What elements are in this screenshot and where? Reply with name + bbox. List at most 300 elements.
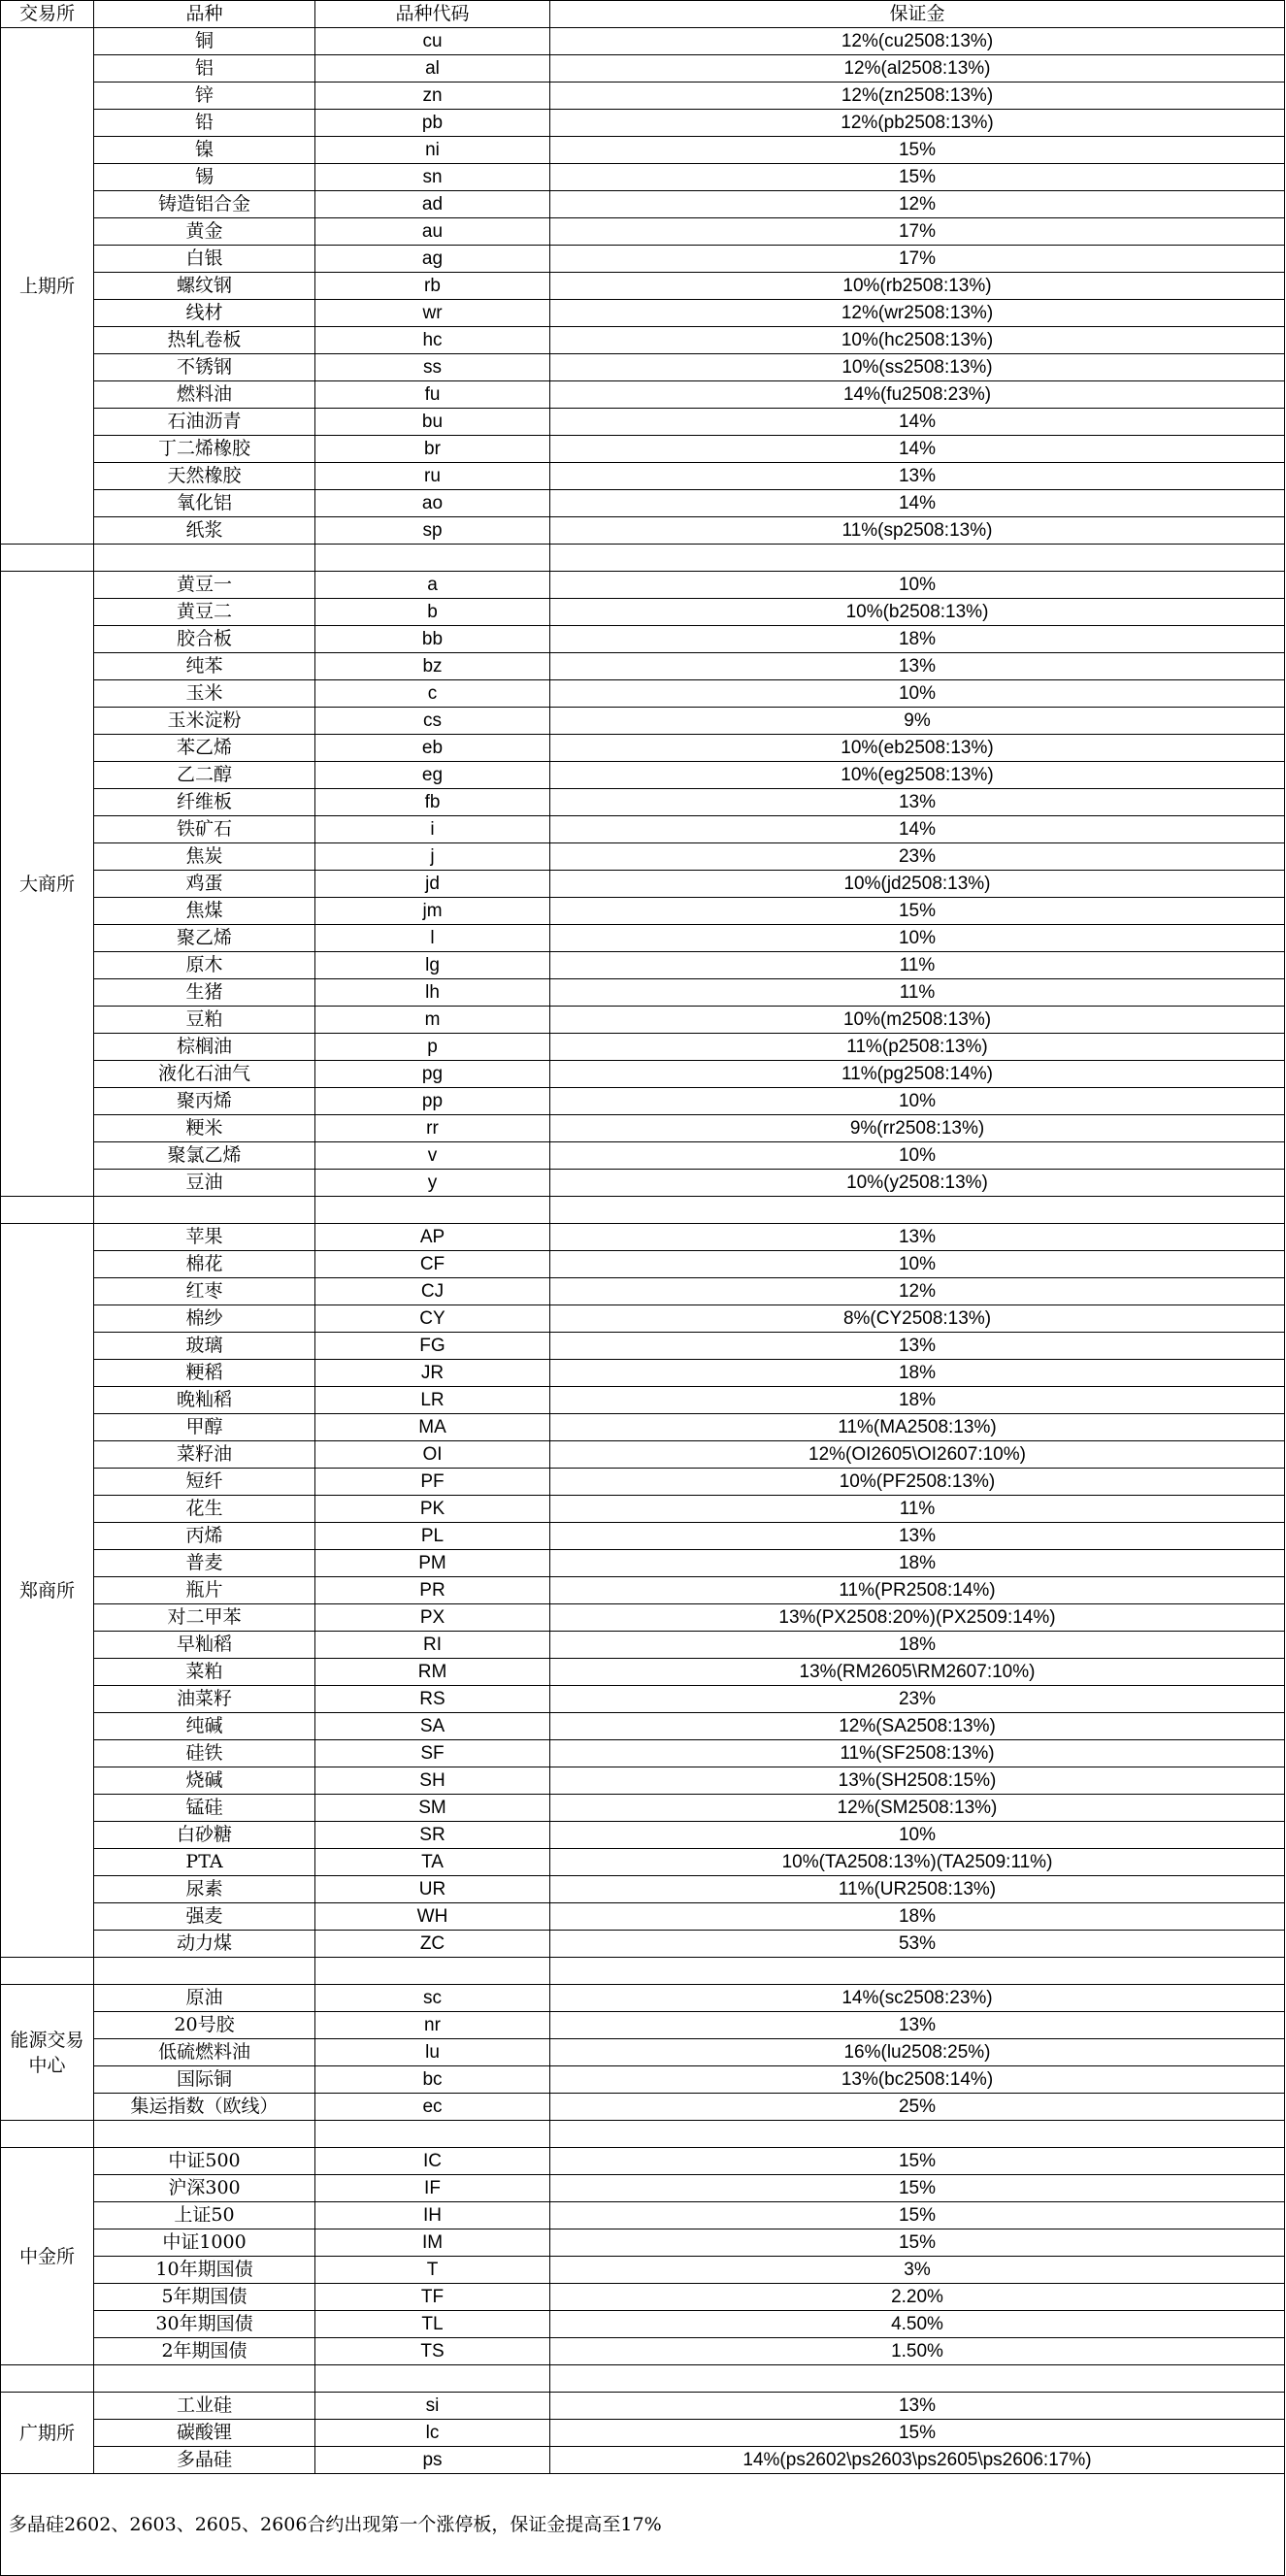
product-name-cell: 热轧卷板	[94, 327, 315, 354]
product-name-cell: 黄金	[94, 218, 315, 246]
product-margin-cell: 12%	[550, 191, 1285, 218]
product-margin-cell: 10%(m2508:13%)	[550, 1007, 1285, 1034]
product-margin-cell: 8%(CY2508:13%)	[550, 1305, 1285, 1333]
product-code-cell: fb	[315, 789, 550, 816]
table-row	[1, 1713, 1285, 1740]
table-row	[1, 1251, 1285, 1278]
product-code-cell: ni	[315, 137, 550, 164]
product-name-cell: 铅	[94, 110, 315, 137]
header-row	[1, 1, 1285, 28]
empty-cell	[94, 2365, 315, 2393]
product-name-cell: 聚乙烯	[94, 925, 315, 952]
table-row	[1, 110, 1285, 137]
product-code-cell: bz	[315, 653, 550, 680]
product-margin-cell: 15%	[550, 2175, 1285, 2202]
empty-cell	[550, 2365, 1285, 2393]
product-margin-cell: 16%(lu2508:25%)	[550, 2039, 1285, 2066]
table-row	[1, 1604, 1285, 1632]
table-row	[1, 1550, 1285, 1577]
product-margin-cell: 15%	[550, 2420, 1285, 2447]
table-row	[1, 1577, 1285, 1604]
product-name-cell: 天然橡胶	[94, 463, 315, 490]
product-code-cell: br	[315, 436, 550, 463]
product-margin-cell: 13%	[550, 1523, 1285, 1550]
product-name-cell: 白银	[94, 246, 315, 273]
product-name-cell: 液化石油气	[94, 1061, 315, 1088]
exchange-cell: 广期所	[1, 2393, 94, 2474]
table-row	[1, 708, 1285, 735]
product-margin-cell: 10%	[550, 1088, 1285, 1115]
product-margin-cell: 10%(hc2508:13%)	[550, 327, 1285, 354]
product-code-cell: PL	[315, 1523, 550, 1550]
empty-cell	[94, 1197, 315, 1224]
product-name-cell: 沪深300	[94, 2175, 315, 2202]
table-row	[1, 2066, 1285, 2094]
product-code-cell: lu	[315, 2039, 550, 2066]
product-margin-cell: 12%(SA2508:13%)	[550, 1713, 1285, 1740]
table-row	[1, 273, 1285, 300]
product-margin-cell: 13%(PX2508:20%)(PX2509:14%)	[550, 1604, 1285, 1632]
product-code-cell: lc	[315, 2420, 550, 2447]
table-row	[1, 1795, 1285, 1822]
product-code-cell: rr	[315, 1115, 550, 1142]
product-name-cell: 丁二烯橡胶	[94, 436, 315, 463]
table-row	[1, 1142, 1285, 1170]
product-margin-cell: 9%	[550, 708, 1285, 735]
header-margin: 保证金	[550, 1, 1285, 28]
product-code-cell: SM	[315, 1795, 550, 1822]
product-name-cell: 粳米	[94, 1115, 315, 1142]
product-code-cell: eg	[315, 762, 550, 789]
product-code-cell: JR	[315, 1360, 550, 1387]
table-row	[1, 898, 1285, 925]
product-code-cell: bb	[315, 626, 550, 653]
product-margin-cell: 14%	[550, 490, 1285, 517]
product-margin-cell: 10%(eg2508:13%)	[550, 762, 1285, 789]
table-row	[1, 490, 1285, 517]
product-name-cell: 2年期国债	[94, 2338, 315, 2365]
table-row	[1, 816, 1285, 843]
table-row	[1, 1822, 1285, 1849]
table-row	[1, 979, 1285, 1007]
product-code-cell: SR	[315, 1822, 550, 1849]
product-margin-cell: 11%	[550, 952, 1285, 979]
product-margin-cell: 13%	[550, 789, 1285, 816]
product-code-cell: ec	[315, 2094, 550, 2121]
product-margin-cell: 17%	[550, 246, 1285, 273]
product-margin-cell: 11%	[550, 1496, 1285, 1523]
product-name-cell: 中证1000	[94, 2229, 315, 2257]
product-code-cell: c	[315, 680, 550, 708]
product-code-cell: fu	[315, 381, 550, 409]
product-margin-cell: 12%	[550, 1278, 1285, 1305]
table-row	[1, 246, 1285, 273]
product-name-cell: 碳酸锂	[94, 2420, 315, 2447]
product-margin-cell: 12%(zn2508:13%)	[550, 83, 1285, 110]
product-name-cell: 纤维板	[94, 789, 315, 816]
table-row	[1, 137, 1285, 164]
product-margin-cell: 13%(bc2508:14%)	[550, 2066, 1285, 2094]
table-row	[1, 1170, 1285, 1197]
table-row	[1, 1931, 1285, 1958]
product-name-cell: 铁矿石	[94, 816, 315, 843]
table-row	[1, 1632, 1285, 1659]
product-margin-cell: 14%(sc2508:23%)	[550, 1985, 1285, 2012]
product-code-cell: PK	[315, 1496, 550, 1523]
product-margin-cell: 11%(SF2508:13%)	[550, 1740, 1285, 1767]
product-name-cell: 生猪	[94, 979, 315, 1007]
product-name-cell: 短纤	[94, 1469, 315, 1496]
product-name-cell: 锌	[94, 83, 315, 110]
product-margin-cell: 10%	[550, 680, 1285, 708]
product-name-cell: 苹果	[94, 1224, 315, 1251]
product-code-cell: CJ	[315, 1278, 550, 1305]
product-name-cell: 原油	[94, 1985, 315, 2012]
table-row	[1, 55, 1285, 83]
table-row	[1, 1441, 1285, 1469]
product-name-cell: 不锈钢	[94, 354, 315, 381]
product-code-cell: i	[315, 816, 550, 843]
product-name-cell: 丙烯	[94, 1523, 315, 1550]
empty-cell	[315, 1958, 550, 1985]
product-code-cell: CF	[315, 1251, 550, 1278]
product-name-cell: 铜	[94, 28, 315, 55]
table-row	[1, 680, 1285, 708]
product-margin-cell: 10%(ss2508:13%)	[550, 354, 1285, 381]
product-code-cell: sn	[315, 164, 550, 191]
product-code-cell: m	[315, 1007, 550, 1034]
product-name-cell: 硅铁	[94, 1740, 315, 1767]
product-margin-cell: 14%(fu2508:23%)	[550, 381, 1285, 409]
product-code-cell: LR	[315, 1387, 550, 1414]
product-margin-cell: 11%	[550, 979, 1285, 1007]
product-name-cell: 燃料油	[94, 381, 315, 409]
table-row	[1, 572, 1285, 599]
table-row	[1, 517, 1285, 545]
product-name-cell: 尿素	[94, 1876, 315, 1903]
product-code-cell: IH	[315, 2202, 550, 2229]
table-row	[1, 1278, 1285, 1305]
product-name-cell: 瓶片	[94, 1577, 315, 1604]
product-code-cell: cu	[315, 28, 550, 55]
separator-row	[1, 2365, 1285, 2393]
product-code-cell: T	[315, 2257, 550, 2284]
table-row	[1, 1305, 1285, 1333]
product-margin-cell: 17%	[550, 218, 1285, 246]
product-name-cell: 锰硅	[94, 1795, 315, 1822]
header-code: 品种代码	[315, 1, 550, 28]
table-row	[1, 164, 1285, 191]
table-row	[1, 1849, 1285, 1876]
product-margin-cell: 10%	[550, 572, 1285, 599]
table-row	[1, 925, 1285, 952]
table-row	[1, 2420, 1285, 2447]
product-name-cell: 纯苯	[94, 653, 315, 680]
product-code-cell: hc	[315, 327, 550, 354]
product-name-cell: 棕榈油	[94, 1034, 315, 1061]
product-margin-cell: 13%	[550, 1333, 1285, 1360]
product-margin-cell: 18%	[550, 1903, 1285, 1931]
product-name-cell: 纸浆	[94, 517, 315, 545]
empty-cell	[1, 1958, 94, 1985]
product-name-cell: 锡	[94, 164, 315, 191]
product-name-cell: 聚丙烯	[94, 1088, 315, 1115]
footnote-row	[1, 2474, 1285, 2576]
table-row	[1, 381, 1285, 409]
product-code-cell: pp	[315, 1088, 550, 1115]
product-name-cell: 豆油	[94, 1170, 315, 1197]
product-margin-cell: 10%	[550, 1251, 1285, 1278]
product-margin-cell: 10%(TA2508:13%)(TA2509:11%)	[550, 1849, 1285, 1876]
product-name-cell: 玻璃	[94, 1333, 315, 1360]
product-margin-cell: 14%	[550, 436, 1285, 463]
separator-row	[1, 545, 1285, 572]
product-code-cell: bc	[315, 2066, 550, 2094]
product-code-cell: SF	[315, 1740, 550, 1767]
empty-cell	[94, 545, 315, 572]
table-row	[1, 2284, 1285, 2311]
product-margin-cell: 14%(ps2602\ps2603\ps2605\ps2606:17%)	[550, 2447, 1285, 2474]
product-name-cell: 红枣	[94, 1278, 315, 1305]
product-code-cell: IC	[315, 2148, 550, 2175]
empty-cell	[94, 1958, 315, 1985]
product-name-cell: 螺纹钢	[94, 273, 315, 300]
product-code-cell: ag	[315, 246, 550, 273]
product-code-cell: ZC	[315, 1931, 550, 1958]
product-code-cell: jm	[315, 898, 550, 925]
product-margin-cell: 25%	[550, 2094, 1285, 2121]
table-row	[1, 952, 1285, 979]
product-name-cell: 普麦	[94, 1550, 315, 1577]
product-code-cell: CY	[315, 1305, 550, 1333]
table-row	[1, 191, 1285, 218]
table-row	[1, 2311, 1285, 2338]
table-row	[1, 1876, 1285, 1903]
product-code-cell: pg	[315, 1061, 550, 1088]
empty-cell	[1, 2365, 94, 2393]
product-name-cell: 低硫燃料油	[94, 2039, 315, 2066]
product-code-cell: IM	[315, 2229, 550, 2257]
product-code-cell: b	[315, 599, 550, 626]
product-code-cell: RM	[315, 1659, 550, 1686]
product-code-cell: FG	[315, 1333, 550, 1360]
product-code-cell: ru	[315, 463, 550, 490]
table-row	[1, 2094, 1285, 2121]
footnote: 多晶硅2602、2603、2605、2606合约出现第一个涨停板，保证金提高至17%	[1, 2474, 1285, 2576]
empty-cell	[315, 2121, 550, 2148]
product-code-cell: ao	[315, 490, 550, 517]
product-margin-cell: 18%	[550, 1360, 1285, 1387]
empty-cell	[550, 545, 1285, 572]
table-row	[1, 1496, 1285, 1523]
table-row	[1, 1740, 1285, 1767]
product-margin-cell: 2.20%	[550, 2284, 1285, 2311]
product-name-cell: 镍	[94, 137, 315, 164]
product-name-cell: 棉纱	[94, 1305, 315, 1333]
empty-cell	[315, 2365, 550, 2393]
product-name-cell: 胶合板	[94, 626, 315, 653]
product-code-cell: UR	[315, 1876, 550, 1903]
header-name: 品种	[94, 1, 315, 28]
product-margin-cell: 18%	[550, 1632, 1285, 1659]
product-name-cell: 原木	[94, 952, 315, 979]
product-margin-cell: 12%(SM2508:13%)	[550, 1795, 1285, 1822]
product-margin-cell: 13%(RM2605\RM2607:10%)	[550, 1659, 1285, 1686]
table-row	[1, 2257, 1285, 2284]
product-margin-cell: 14%	[550, 409, 1285, 436]
product-name-cell: 豆粕	[94, 1007, 315, 1034]
table-row	[1, 409, 1285, 436]
product-code-cell: j	[315, 843, 550, 871]
product-code-cell: SH	[315, 1767, 550, 1795]
product-margin-cell: 12%(pb2508:13%)	[550, 110, 1285, 137]
table-row	[1, 436, 1285, 463]
product-name-cell: 黄豆一	[94, 572, 315, 599]
table-row	[1, 1333, 1285, 1360]
product-margin-cell: 4.50%	[550, 2311, 1285, 2338]
product-name-cell: 上证50	[94, 2202, 315, 2229]
table-row	[1, 789, 1285, 816]
product-margin-cell: 18%	[550, 1550, 1285, 1577]
table-row	[1, 1523, 1285, 1550]
empty-cell	[1, 545, 94, 572]
product-code-cell: ad	[315, 191, 550, 218]
product-name-cell: 晚籼稻	[94, 1387, 315, 1414]
product-name-cell: 中证500	[94, 2148, 315, 2175]
product-code-cell: PM	[315, 1550, 550, 1577]
product-name-cell: 玉米	[94, 680, 315, 708]
product-name-cell: 石油沥青	[94, 409, 315, 436]
product-code-cell: eb	[315, 735, 550, 762]
exchange-cell: 郑商所	[1, 1224, 94, 1958]
product-margin-cell: 10%	[550, 925, 1285, 952]
product-name-cell: 焦煤	[94, 898, 315, 925]
product-margin-cell: 13%	[550, 653, 1285, 680]
product-code-cell: lg	[315, 952, 550, 979]
product-margin-cell: 23%	[550, 843, 1285, 871]
table-row	[1, 626, 1285, 653]
product-name-cell: 铝	[94, 55, 315, 83]
product-margin-cell: 13%	[550, 2393, 1285, 2420]
product-name-cell: 乙二醇	[94, 762, 315, 789]
product-code-cell: y	[315, 1170, 550, 1197]
empty-cell	[1, 1197, 94, 1224]
product-name-cell: 棉花	[94, 1251, 315, 1278]
product-code-cell: RS	[315, 1686, 550, 1713]
product-name-cell: 玉米淀粉	[94, 708, 315, 735]
table-row	[1, 1007, 1285, 1034]
product-name-cell: 线材	[94, 300, 315, 327]
table-row	[1, 2393, 1285, 2420]
product-margin-cell: 13%(SH2508:15%)	[550, 1767, 1285, 1795]
product-code-cell: TL	[315, 2311, 550, 2338]
table-row	[1, 1686, 1285, 1713]
product-margin-cell: 53%	[550, 1931, 1285, 1958]
product-name-cell: 10年期国债	[94, 2257, 315, 2284]
product-margin-cell: 11%(pg2508:14%)	[550, 1061, 1285, 1088]
table-row	[1, 1767, 1285, 1795]
product-margin-cell: 10%(b2508:13%)	[550, 599, 1285, 626]
product-name-cell: 白砂糖	[94, 1822, 315, 1849]
separator-row	[1, 2121, 1285, 2148]
product-margin-cell: 11%(PR2508:14%)	[550, 1577, 1285, 1604]
table-row	[1, 1224, 1285, 1251]
exchange-cell: 能源交易中心	[1, 1985, 94, 2121]
product-code-cell: PX	[315, 1604, 550, 1632]
header-exchange: 交易所	[1, 1, 94, 28]
product-margin-cell: 11%(MA2508:13%)	[550, 1414, 1285, 1441]
product-code-cell: lh	[315, 979, 550, 1007]
table-row	[1, 2338, 1285, 2365]
product-margin-cell: 10%(rb2508:13%)	[550, 273, 1285, 300]
empty-cell	[315, 1197, 550, 1224]
table-body	[1, 28, 1285, 2576]
product-margin-cell: 15%	[550, 2148, 1285, 2175]
empty-cell	[550, 1958, 1285, 1985]
table-row	[1, 2039, 1285, 2066]
product-code-cell: p	[315, 1034, 550, 1061]
product-margin-cell: 15%	[550, 2229, 1285, 2257]
product-margin-cell: 15%	[550, 2202, 1285, 2229]
table-row	[1, 28, 1285, 55]
product-code-cell: TS	[315, 2338, 550, 2365]
product-margin-cell: 10%(jd2508:13%)	[550, 871, 1285, 898]
product-name-cell: 集运指数（欧线）	[94, 2094, 315, 2121]
product-code-cell: ps	[315, 2447, 550, 2474]
product-name-cell: 5年期国债	[94, 2284, 315, 2311]
product-name-cell: 早籼稻	[94, 1632, 315, 1659]
product-code-cell: OI	[315, 1441, 550, 1469]
table-row	[1, 2202, 1285, 2229]
product-margin-cell: 15%	[550, 164, 1285, 191]
product-code-cell: wr	[315, 300, 550, 327]
product-name-cell: 纯碱	[94, 1713, 315, 1740]
product-code-cell: v	[315, 1142, 550, 1170]
product-code-cell: TF	[315, 2284, 550, 2311]
table-row	[1, 354, 1285, 381]
product-margin-cell: 12%(OI2605\OI2607:10%)	[550, 1441, 1285, 1469]
empty-cell	[315, 545, 550, 572]
product-name-cell: 花生	[94, 1496, 315, 1523]
table-row	[1, 1034, 1285, 1061]
product-code-cell: IF	[315, 2175, 550, 2202]
product-margin-cell: 15%	[550, 137, 1285, 164]
product-margin-cell: 14%	[550, 816, 1285, 843]
product-margin-cell: 18%	[550, 626, 1285, 653]
product-margin-cell: 11%(UR2508:13%)	[550, 1876, 1285, 1903]
product-name-cell: 氧化铝	[94, 490, 315, 517]
product-code-cell: a	[315, 572, 550, 599]
product-margin-cell: 13%	[550, 1224, 1285, 1251]
table-row	[1, 843, 1285, 871]
table-row	[1, 762, 1285, 789]
product-code-cell: si	[315, 2393, 550, 2420]
table-row	[1, 1903, 1285, 1931]
product-name-cell: PTA	[94, 1849, 315, 1876]
table-row	[1, 1360, 1285, 1387]
empty-cell	[550, 2121, 1285, 2148]
table-row	[1, 1659, 1285, 1686]
separator-row	[1, 1958, 1285, 1985]
separator-row	[1, 1197, 1285, 1224]
product-margin-cell: 10%(eb2508:13%)	[550, 735, 1285, 762]
product-name-cell: 菜籽油	[94, 1441, 315, 1469]
table-row	[1, 2175, 1285, 2202]
product-code-cell: pb	[315, 110, 550, 137]
table-row	[1, 83, 1285, 110]
product-margin-cell: 13%	[550, 2012, 1285, 2039]
table-row	[1, 1061, 1285, 1088]
